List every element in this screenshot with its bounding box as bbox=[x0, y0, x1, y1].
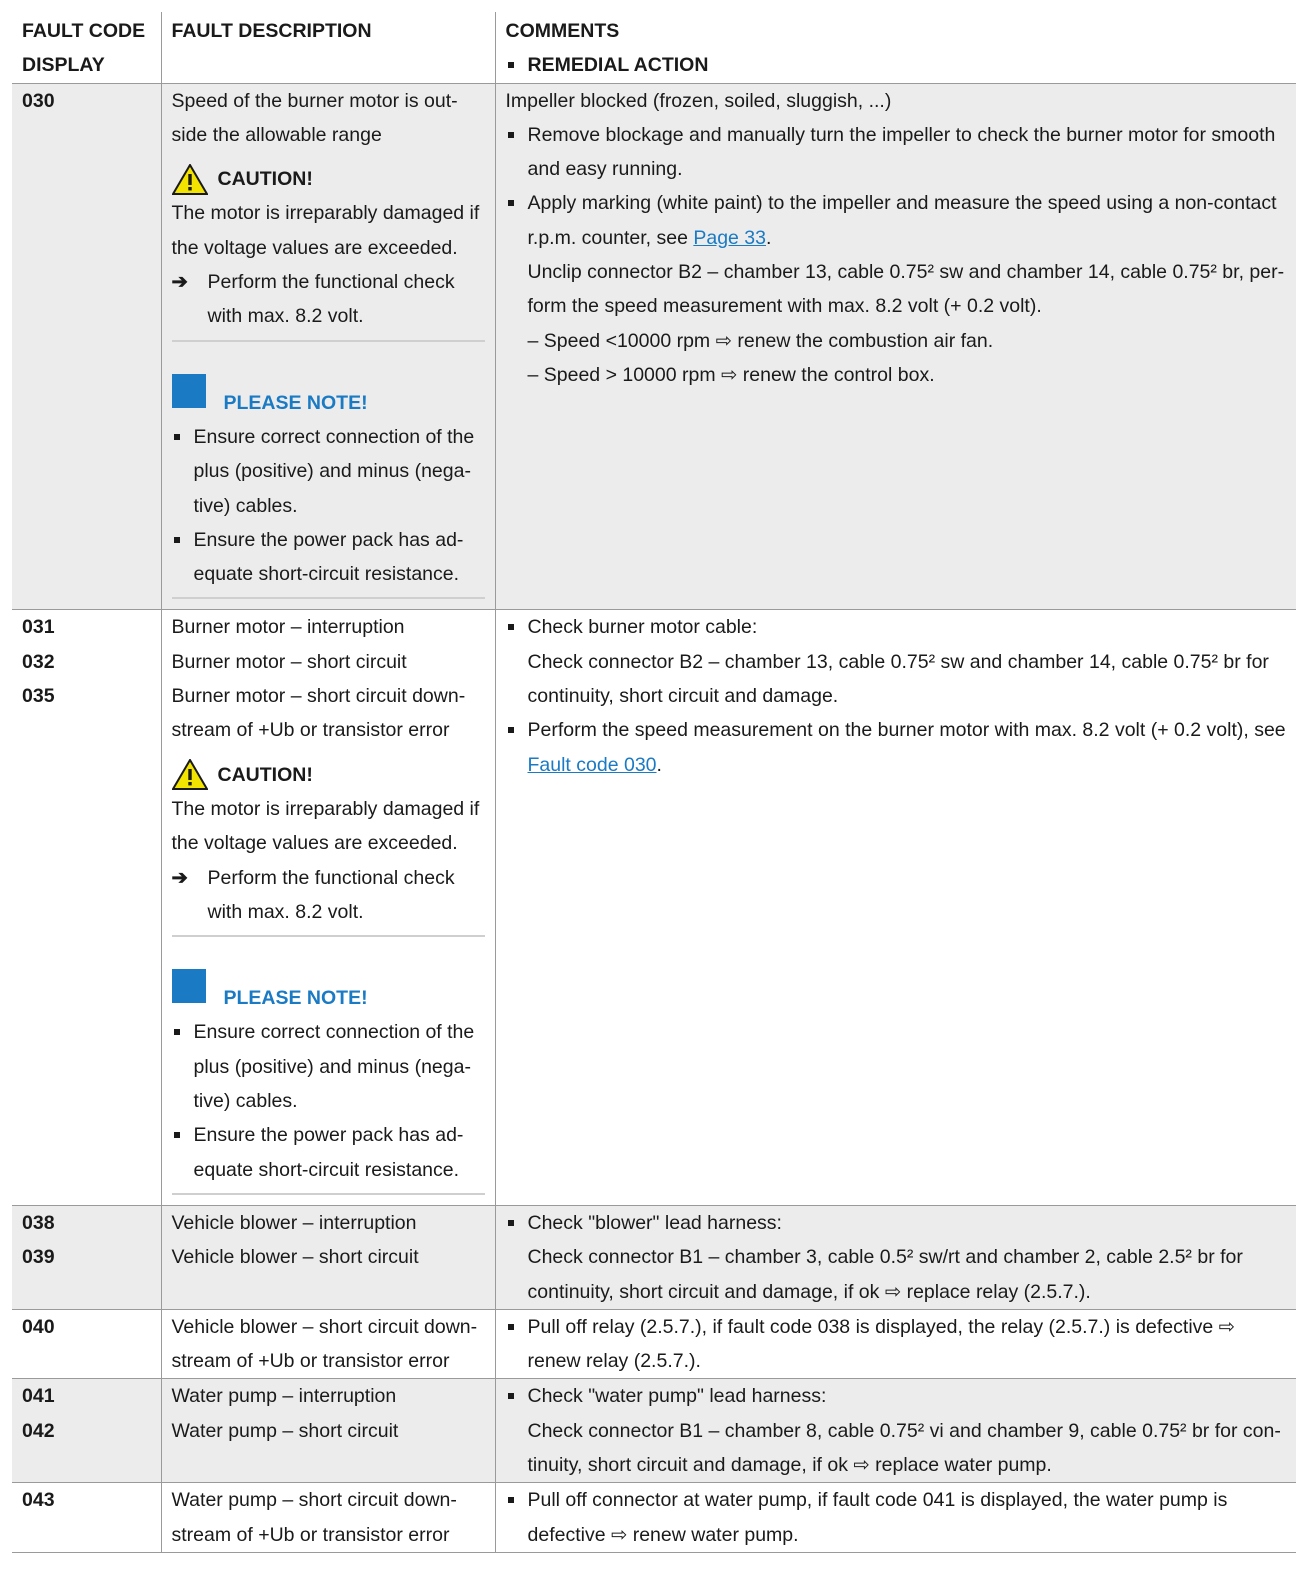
fault-code-cell: 030 bbox=[12, 83, 161, 610]
header-fault-description: FAULT DESCRIPTION bbox=[161, 12, 495, 83]
note-item: Ensure the power pack has ad- equate short-circuit resistance. bbox=[172, 523, 485, 592]
divider bbox=[172, 935, 485, 937]
caution-heading: CAUTION! bbox=[172, 162, 485, 196]
fault-code-030-link[interactable]: Fault code 030 bbox=[527, 753, 657, 776]
divider bbox=[172, 1193, 485, 1195]
note-item: Ensure correct connection of the plus (positive) and minus (nega- tive) cables. bbox=[172, 1015, 485, 1118]
table-row bbox=[12, 1483, 1296, 1553]
table-row bbox=[12, 83, 1296, 610]
remedial-item: Apply marking (white paint) to the impeller and measure the speed using a non-contact r.p.m. counter, see Page 33. bbox=[506, 186, 1287, 255]
fault-description-cell: Vehicle blower – interruption Vehicle blower – short circuit bbox=[161, 1205, 495, 1309]
fault-code-cell: 031 032 035 bbox=[12, 610, 161, 1205]
note-heading: PLEASE NOTE! bbox=[172, 981, 485, 1015]
fault-description-cell: Water pump – interruption Water pump – short circuit bbox=[161, 1379, 495, 1483]
fault-code-cell: 038 039 bbox=[12, 1205, 161, 1309]
fault-code-cell: 043 bbox=[12, 1483, 161, 1553]
fault-description-cell: Burner motor – interruption Burner motor – short circuit Burner motor – short circuit down- stream of +Ub or transistor error CAUTION! The motor is irreparably damaged if the voltage values are exceeded. ➔ Perform the functional check with max. 8.2 volt. PLEASE NOTE! Ensure correct connection of the plus (positive) and minus (nega- tive) cables. Ensure the power pack has ad- equate short-circuit resistance. bbox=[161, 610, 495, 1205]
remedial-item: Pull off relay (2.5.7.), if fault code 038 is displayed, the relay (2.5.7.) is defective ⇨ renew relay (2.5.7.). bbox=[506, 1310, 1287, 1379]
comments-cell bbox=[495, 1483, 1296, 1553]
remedial-item: Check burner motor cable: Check connector B2 – chamber 13, cable 0.75² sw and chamber 14, cable 0.75² br for continuity, short circuit and damage. bbox=[506, 610, 1287, 713]
note-square-icon bbox=[172, 969, 206, 1003]
caution-action: ➔ Perform the functional check with max. 8.2 volt. bbox=[172, 265, 485, 334]
table-row bbox=[12, 610, 1296, 1205]
remedial-item: Check "blower" lead harness: Check connector B1 – chamber 3, cable 0.5² sw/rt and chamber 2, cable 2.5² br for continuity, short circuit and damage, if ok ⇨ replace relay (2.5.7.). bbox=[506, 1206, 1287, 1309]
fault-description-cell: Speed of the burner motor is out- side the allowable range CAUTION! The motor is irreparably damaged if the voltage values are exceeded. ➔ Perform the functional check with max. 8.2 volt. PLEASE NOTE! Ensure correct connection of the plus (positive) and minus (nega- tive) cables. Ensure the power pack has ad- equate short-circuit resistance. bbox=[161, 83, 495, 610]
comments-cell: Impeller blocked (frozen, soiled, sluggish, ...) Remove blockage and manually turn the impeller to check the burner motor for smooth and easy running. Apply marking (white paint) to the impeller and measure the speed using a non-contact r.p.m. counter, see Page 33. Unclip connector B2 – chamber 13, cable 0.75² sw and chamber 14, cable 0.75² br, per- form the speed measurement with max. 8.2 volt (+ 0.2 volt). – Speed <10000 rpm ⇨ renew the combustion air fan. – Speed > 10000 rpm ⇨ renew the control box. bbox=[495, 83, 1296, 610]
fault-code-table bbox=[12, 12, 1296, 1553]
warning-icon bbox=[172, 164, 208, 195]
arrow-right-icon: ➔ bbox=[171, 271, 188, 294]
remedial-item: Perform the speed measurement on the burner motor with max. 8.2 volt (+ 0.2 volt), see Fault code 030. bbox=[506, 713, 1287, 782]
note-heading: PLEASE NOTE! bbox=[172, 386, 485, 420]
fault-code-cell: 041 042 bbox=[12, 1379, 161, 1483]
remedial-item: Check "water pump" lead harness: Check connector B1 – chamber 8, cable 0.75² vi and chamber 9, cable 0.75² br for con- tinuity, short circuit and damage, if ok ⇨ replace water pump. bbox=[506, 1379, 1287, 1482]
comments-cell bbox=[495, 1379, 1296, 1483]
divider bbox=[172, 597, 485, 599]
table-row bbox=[12, 1205, 1296, 1309]
caution-heading: CAUTION! bbox=[172, 758, 485, 792]
remedial-item: Remove blockage and manually turn the impeller to check the burner motor for smooth and easy running. bbox=[506, 118, 1287, 187]
table-row bbox=[12, 1309, 1296, 1379]
caution-action: ➔ Perform the functional check with max. 8.2 volt. bbox=[172, 861, 485, 930]
fault-code-cell: 040 bbox=[12, 1309, 161, 1379]
fault-description-cell: Vehicle blower – short circuit down- stream of +Ub or transistor error bbox=[161, 1309, 495, 1379]
remedial-item: Pull off connector at water pump, if fault code 041 is displayed, the water pump is defective ⇨ renew water pump. bbox=[506, 1483, 1287, 1552]
page-33-link[interactable]: Page 33 bbox=[693, 226, 766, 249]
warning-icon bbox=[172, 759, 208, 790]
table-row bbox=[12, 1379, 1296, 1483]
comments-cell bbox=[495, 1205, 1296, 1309]
header-comments: COMMENTS REMEDIAL ACTION bbox=[495, 12, 1296, 83]
table-header bbox=[12, 12, 1296, 83]
comments-cell bbox=[495, 1309, 1296, 1379]
arrow-right-icon: ➔ bbox=[171, 866, 188, 889]
header-fault-code: FAULT CODE DISPLAY bbox=[12, 12, 161, 83]
note-item: Ensure correct connection of the plus (positive) and minus (nega- tive) cables. bbox=[172, 420, 485, 523]
divider bbox=[172, 340, 485, 342]
note-square-icon bbox=[172, 374, 206, 408]
fault-description-cell: Water pump – short circuit down- stream of +Ub or transistor error bbox=[161, 1483, 495, 1553]
note-item: Ensure the power pack has ad- equate short-circuit resistance. bbox=[172, 1118, 485, 1187]
comments-cell bbox=[495, 610, 1296, 1205]
